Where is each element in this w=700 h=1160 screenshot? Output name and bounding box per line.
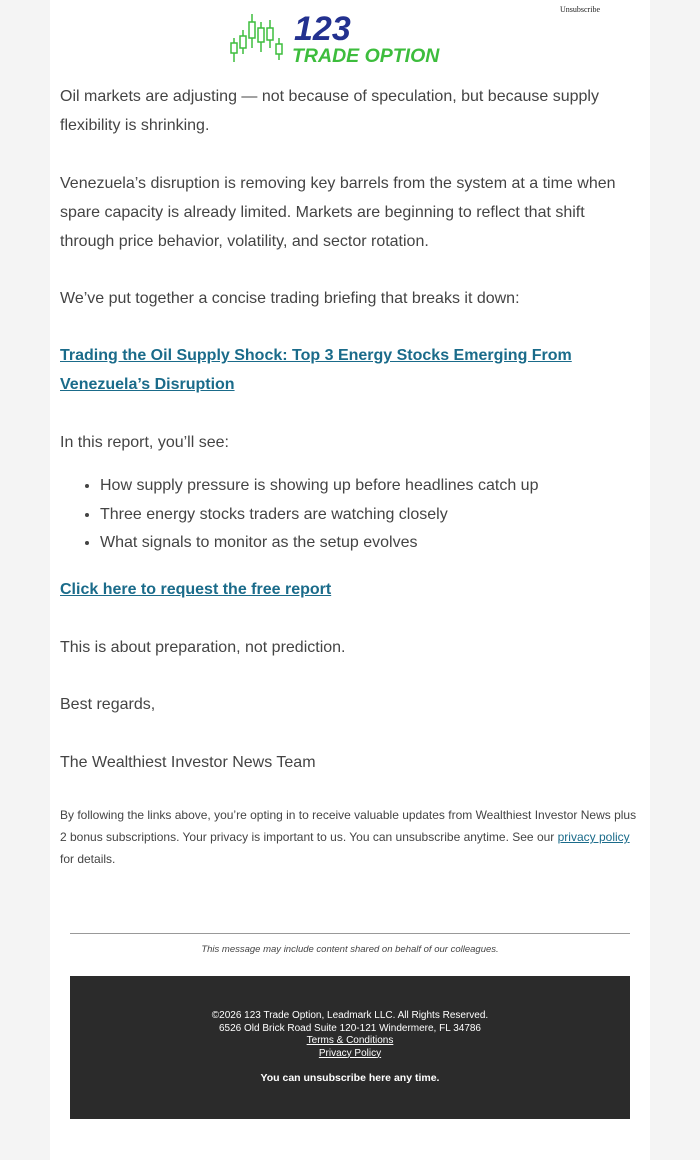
logo-number: 123 — [294, 12, 351, 48]
email-page — [50, 0, 650, 1160]
paragraph-intro: Oil markets are adjusting — not because of speculation, but because supply flexibility is shrinking. — [60, 88, 599, 134]
footer-unsubscribe-link[interactable]: You can unsubscribe here any time. — [260, 1072, 440, 1084]
footer — [70, 976, 630, 1119]
fine-print — [60, 804, 640, 870]
list-item: • Three energy stocks traders are watching closely — [100, 501, 538, 530]
fine-print-tail: for details. — [60, 852, 116, 866]
paragraph-briefing: We’ve put together a concise trading briefing that breaks it down: — [60, 290, 520, 307]
divider — [70, 933, 630, 934]
privacy-policy-link[interactable]: privacy policy — [557, 830, 630, 844]
candlestick-logo-icon — [228, 12, 478, 66]
report-link[interactable]: Trading the Oil Supply Shock: Top 3 Energy Stocks Emerging From Venezuela’s Disruption — [60, 347, 572, 393]
paragraph-report-intro: In this report, you’ll see: — [60, 434, 229, 451]
logo-text: TRADE OPTION — [292, 45, 440, 66]
brand-logo[interactable] — [228, 12, 478, 66]
paragraph-preparation: This is about preparation, not prediction. — [60, 639, 346, 656]
report-bullet-list — [60, 472, 538, 558]
fine-print-text: By following the links above, you’re opting in to receive valuable updates from Wealthiest Investor News plus 2 bonus subscriptions. Your privacy is important to us. You can unsubscribe anytime. See our — [60, 808, 637, 844]
request-report-link[interactable]: Click here to request the free report — [60, 581, 332, 598]
list-item: • What signals to monitor as the setup evolves — [100, 529, 538, 558]
sign-off: Best regards, — [60, 696, 156, 713]
list-item: • How supply pressure is showing up before headlines catch up — [100, 472, 538, 501]
footer-copyright: ©2026 123 Trade Option, Leadmark LLC. All Rights Reserved. — [211, 1010, 489, 1021]
paragraph-venezuela: Venezuela’s disruption is removing key barrels from the system at a time when spare capacity is already limited. Markets are beginning to reflect that shift through price behavior, volatility, and sector rotation. — [60, 175, 616, 250]
footer-privacy-link[interactable]: Privacy Policy — [318, 1047, 382, 1059]
footer-address: 6526 Old Brick Road Suite 120-121 Windermere, FL 34786 — [219, 1022, 481, 1034]
signature: The Wealthiest Investor News Team — [60, 754, 316, 771]
shared-content-note: This message may include content shared on behalf of our colleagues. — [201, 944, 499, 955]
unsubscribe-link[interactable]: Unsubscribe — [560, 5, 600, 14]
terms-link[interactable]: Terms & Conditions — [306, 1035, 394, 1046]
